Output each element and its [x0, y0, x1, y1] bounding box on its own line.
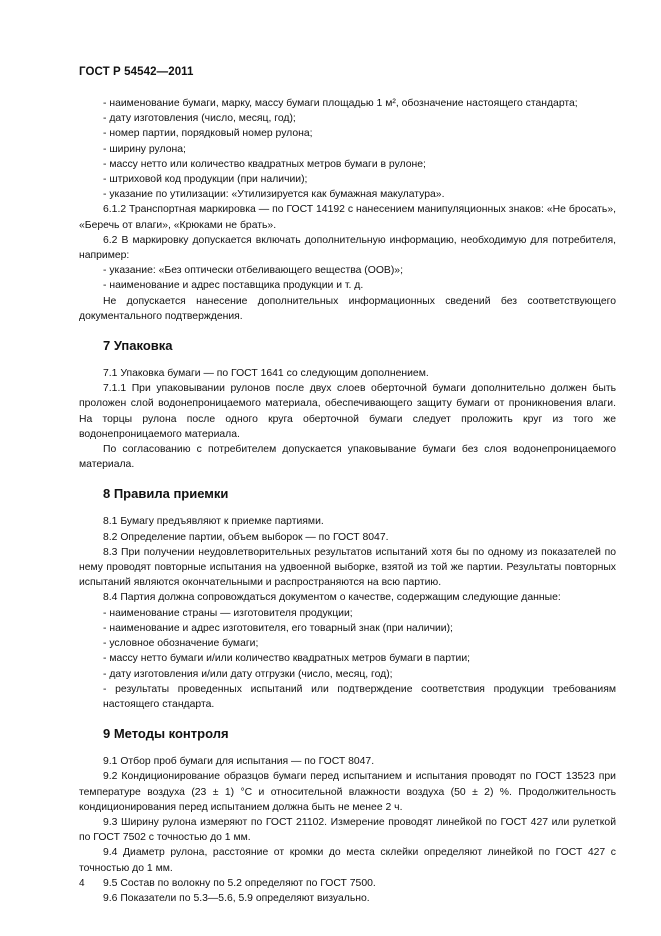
- paragraph-9-2: 9.2 Кондиционирование образцов бумаги перед испытанием и испытания проводят по ГОСТ 13523 при температуре воздуха (23 ± 1) °С и относительной влажности воздуха (50 ± 2) %. Продолжительность кондиционирования перед испытанием должна быть не менее 2 ч.: [79, 771, 616, 813]
- paragraph-8-3: 8.3 При получении неудовлетворительных результатов испытаний хотя бы по одному из показателей по нему проводят повторные испытания на удвоенной выборке, взятой из той же партии. Результаты повторных испытаний являются окончательными и распространяются на всю партию.: [79, 546, 616, 589]
- list-item: - условное обозначение бумаги;: [103, 638, 259, 650]
- paragraph-8-4: 8.4 Партия должна сопровождаться документом о качестве, содержащим следующие данные:: [103, 592, 561, 604]
- list-item: - указание по утилизации: «Утилизируется как бумажная макулатура».: [103, 189, 445, 201]
- paragraph-6-1-2: 6.1.2 Транспортная маркировка — по ГОСТ 14192 с нанесением манипуляционных знаков: «Не бросать», «Беречь от влаги», «Крюками не брать».: [79, 204, 616, 231]
- list-item: - дату изготовления (число, месяц, год);: [103, 113, 296, 125]
- paragraph-8-1: 8.1 Бумагу предъявляют к приемке партиями.: [103, 516, 324, 528]
- paragraph-9-3: 9.3 Ширину рулона измеряют по ГОСТ 21102. Измерение проводят линейкой по ГОСТ 427 или рулеткой по ГОСТ 7502 с точностью до 1 мм.: [79, 816, 616, 844]
- list-item: - наименование бумаги, марку, массу бумаги площадью 1 м², обозначение настоящего стандарта;: [103, 98, 578, 109]
- list-item: - наименование страны — изготовителя продукции;: [103, 607, 353, 619]
- list-item: - наименование и адрес изготовителя, его товарный знак (при наличии);: [103, 622, 453, 634]
- section-9-heading: 9 Методы контроля: [103, 726, 229, 742]
- list-item: - результаты проведенных испытаний или подтверждение соответствия продукции требованиям настоящего стандарта.: [103, 683, 616, 710]
- page-content: [79, 96, 616, 906]
- list-item: - ширину рулона;: [103, 143, 186, 155]
- paragraph-9-5: 9.5 Состав по волокну по 5.2 определяют по ГОСТ 7500.: [103, 877, 376, 889]
- page-number: 4: [79, 878, 85, 889]
- list-item: - массу нетто или количество квадратных метров бумаги в рулоне;: [103, 158, 426, 170]
- list-item: - дату изготовления и/или дату отгрузки (число, месяц, год);: [103, 668, 393, 680]
- document-header: ГОСТ Р 54542—2011: [79, 66, 194, 78]
- list-item: - указание: «Без оптически отбеливающего вещества (ООВ)»;: [103, 265, 403, 277]
- paragraph-6-2: 6.2 В маркировку допускается включать дополнительную информацию, необходимую для потребителя, например:: [79, 234, 616, 262]
- paragraph-7-1-1: 7.1.1 При упаковывании рулонов после двух слоев оберточной бумаги дополнительно должен быть проложен слой водонепроницаемого материала, обеспечивающего защиту бумаги от проникновения влаги. На торцы рулона после одного круга оберточной бумаги следует проложить круг из того же водонепроницаемого материала.: [79, 383, 616, 440]
- paragraph-7-1: 7.1 Упаковка бумаги — по ГОСТ 1641 со следующим дополнением.: [103, 368, 429, 380]
- section-7-heading: 7 Упаковка: [103, 338, 173, 354]
- list-item: - штриховой код продукции (при наличии);: [103, 174, 308, 186]
- list-item: - массу нетто бумаги и/или количество квадратных метров бумаги в партии;: [103, 653, 471, 665]
- list-item: - номер партии, порядковый номер рулона;: [103, 128, 313, 140]
- paragraph-9-6: 9.6 Показатели по 5.3—5.6, 5.9 определяют визуально.: [103, 892, 370, 904]
- paragraph-9-1: 9.1 Отбор проб бумаги для испытания — по ГОСТ 8047.: [103, 756, 375, 768]
- paragraph-9-4: 9.4 Диаметр рулона, расстояние от кромки до места склейки определяют линейкой по ГОСТ 427 с точностью до 1 мм.: [79, 847, 616, 874]
- paragraph-7-agreement: По согласованию с потребителем допускается упаковывание бумаги без слоя водонепроницаемого материала.: [79, 444, 616, 471]
- paragraph-8-2: 8.2 Определение партии, объем выборок — по ГОСТ 8047.: [103, 531, 389, 543]
- paragraph-note: Не допускается нанесение дополнительных информационных сведений без соответствующего документального подтверждения.: [79, 295, 616, 322]
- list-item: - наименование и адрес поставщика продукции и т. д.: [103, 280, 364, 292]
- section-8-heading: 8 Правила приемки: [103, 486, 229, 502]
